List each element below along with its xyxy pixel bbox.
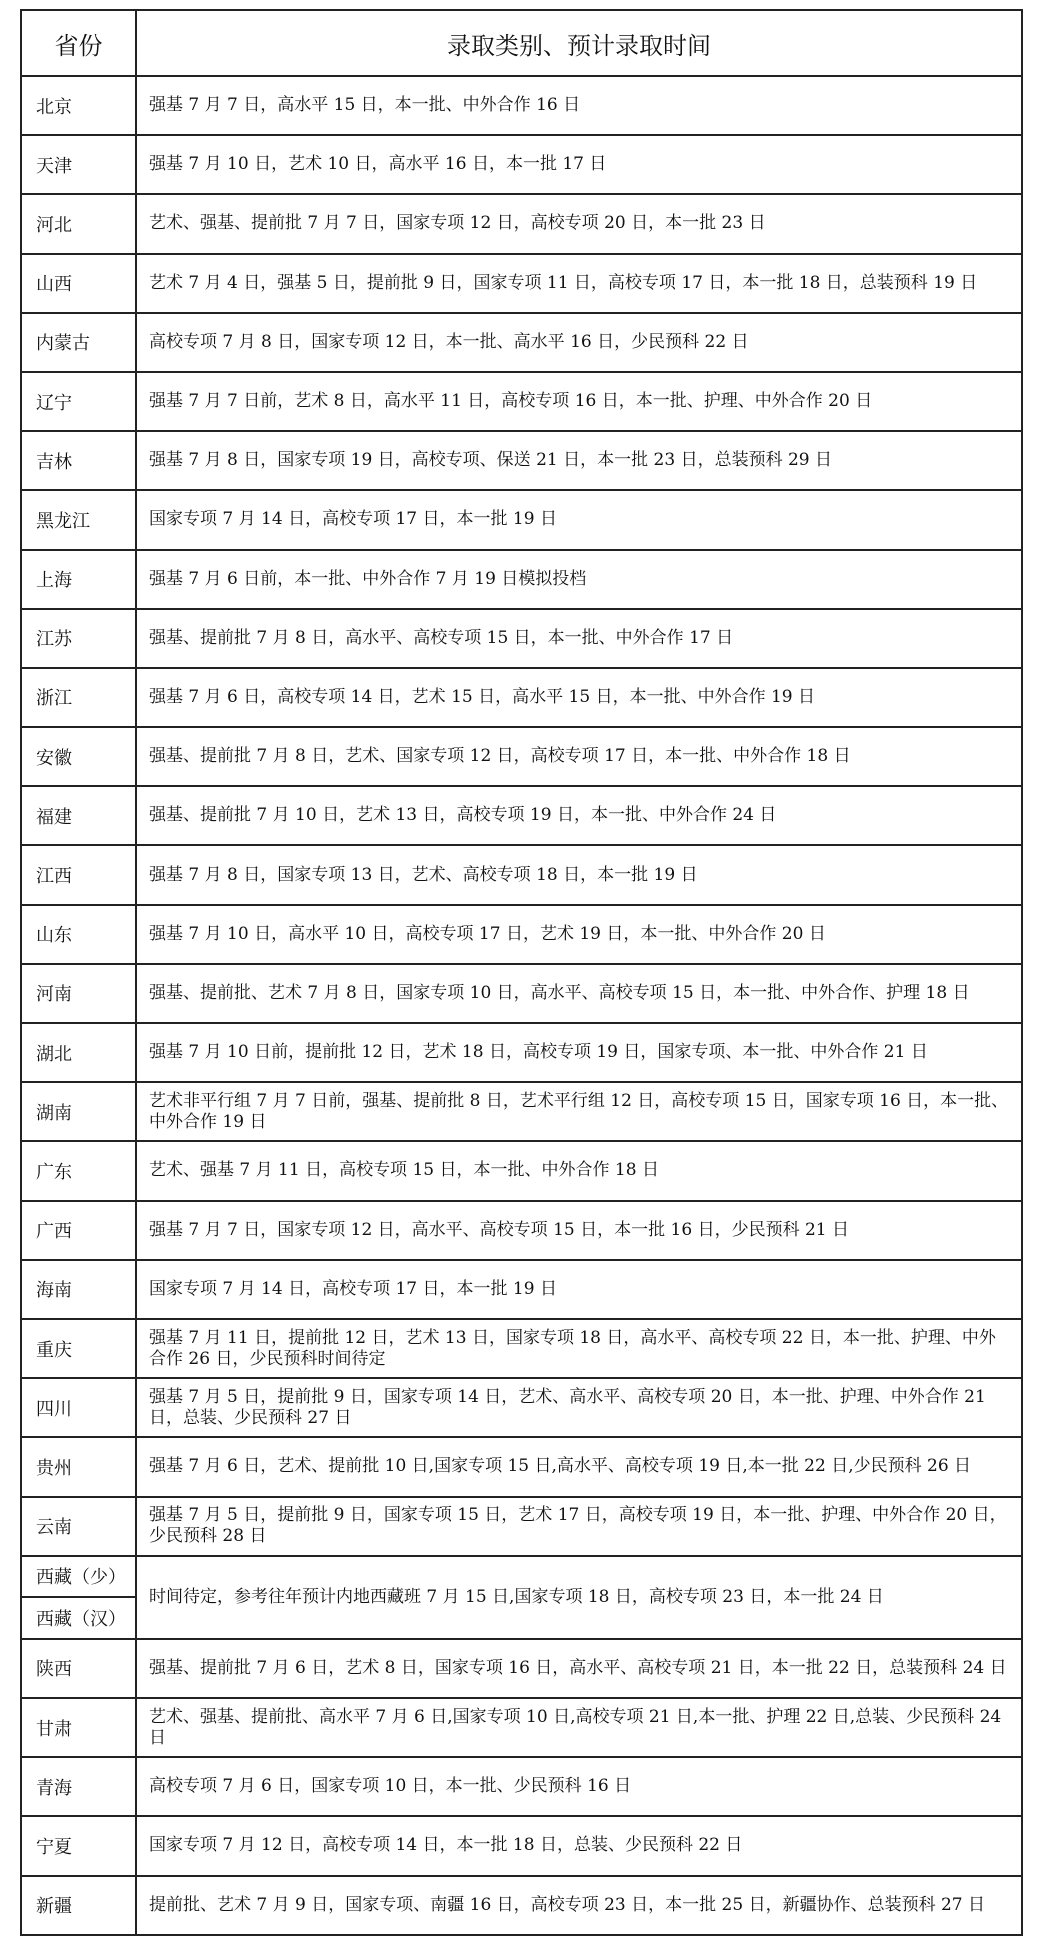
province-cell: 陕西 [21, 1639, 136, 1698]
table-row [21, 135, 1022, 194]
table-row [21, 490, 1022, 549]
schedule-cell: 强基 7 月 10 日前，提前批 12 日，艺术 18 日，高校专项 19 日，国家专项、本一批、中外合作 21 日 [136, 1023, 1022, 1082]
province-cell: 福建 [21, 786, 136, 845]
schedule-cell: 强基 7 月 8 日，国家专项 19 日，高校专项、保送 21 日，本一批 23 日，总装预科 29 日 [136, 431, 1022, 490]
schedule-cell: 强基 7 月 7 日，国家专项 12 日，高水平、高校专项 15 日，本一批 16 日，少民预科 21 日 [136, 1201, 1022, 1260]
schedule-cell: 国家专项 7 月 12 日，高校专项 14 日，本一批 18 日，总装、少民预科 22 日 [136, 1816, 1022, 1875]
schedule-cell: 艺术 7 月 4 日，强基 5 日，提前批 9 日，国家专项 11 日，高校专项 17 日，本一批 18 日，总装预科 19 日 [136, 254, 1022, 313]
table-row [21, 1876, 1022, 1935]
schedule-cell: 艺术、强基、提前批、高水平 7 月 6 日,国家专项 10 日,高校专项 21 日,本一批、护理 22 日,总装、少民预科 24 日 [136, 1698, 1022, 1757]
province-cell: 贵州 [21, 1437, 136, 1496]
table-row [21, 194, 1022, 253]
province-cell: 河北 [21, 194, 136, 253]
schedule-cell: 时间待定，参考往年预计内地西藏班 7 月 15 日,国家专项 18 日，高校专项 23 日，本一批 24 日 [136, 1556, 1022, 1639]
schedule-cell: 强基、提前批、艺术 7 月 8 日，国家专项 10 日，高水平、高校专项 15 日，本一批、中外合作、护理 18 日 [136, 964, 1022, 1023]
schedule-cell: 艺术、强基 7 月 11 日，高校专项 15 日，本一批、中外合作 18 日 [136, 1141, 1022, 1200]
province-cell: 安徽 [21, 727, 136, 786]
schedule-cell: 强基 7 月 7 日前，艺术 8 日，高水平 11 日，高校专项 16 日，本一批、护理、中外合作 20 日 [136, 372, 1022, 431]
table-row [21, 1816, 1022, 1875]
table-row [21, 609, 1022, 668]
province-cell: 江西 [21, 845, 136, 904]
schedule-cell: 强基 7 月 10 日，高水平 10 日，高校专项 17 日，艺术 19 日，本一批、中外合作 20 日 [136, 905, 1022, 964]
province-cell: 湖北 [21, 1023, 136, 1082]
schedule-cell: 国家专项 7 月 14 日，高校专项 17 日，本一批 19 日 [136, 490, 1022, 549]
table-row [21, 1757, 1022, 1816]
province-cell: 西藏（汉） [21, 1597, 136, 1639]
province-cell: 山东 [21, 905, 136, 964]
table-header-row [21, 10, 1022, 76]
table-row [21, 1260, 1022, 1319]
schedule-cell: 强基 7 月 5 日，提前批 9 日，国家专项 14 日，艺术、高水平、高校专项 20 日，本一批、护理、中外合作 21 日，总装、少民预科 27 日 [136, 1378, 1022, 1437]
table-row [21, 1141, 1022, 1200]
table-row [21, 727, 1022, 786]
schedule-cell: 强基、提前批 7 月 6 日，艺术 8 日，国家专项 16 日，高水平、高校专项 21 日，本一批 22 日，总装预科 24 日 [136, 1639, 1022, 1698]
table-row [21, 313, 1022, 372]
province-cell: 北京 [21, 76, 136, 135]
schedule-cell: 高校专项 7 月 8 日，国家专项 12 日，本一批、高水平 16 日，少民预科 22 日 [136, 313, 1022, 372]
schedule-cell: 提前批、艺术 7 月 9 日，国家专项、南疆 16 日，高校专项 23 日，本一批 25 日，新疆协作、总装预科 27 日 [136, 1876, 1022, 1935]
province-cell: 上海 [21, 550, 136, 609]
schedule-cell: 强基、提前批 7 月 8 日，艺术、国家专项 12 日，高校专项 17 日，本一批、中外合作 18 日 [136, 727, 1022, 786]
province-cell: 辽宁 [21, 372, 136, 431]
province-cell: 广东 [21, 1141, 136, 1200]
table-row [21, 786, 1022, 845]
province-cell: 内蒙古 [21, 313, 136, 372]
schedule-cell: 艺术非平行组 7 月 7 日前，强基、提前批 8 日，艺术平行组 12 日，高校专项 15 日，国家专项 16 日，本一批、中外合作 19 日 [136, 1082, 1022, 1141]
province-cell: 西藏（少） [21, 1556, 136, 1598]
province-cell: 山西 [21, 254, 136, 313]
table-row [21, 1082, 1022, 1141]
schedule-cell: 强基、提前批 7 月 8 日，高水平、高校专项 15 日，本一批、中外合作 17 日 [136, 609, 1022, 668]
table-row [21, 76, 1022, 135]
province-cell: 宁夏 [21, 1816, 136, 1875]
province-cell: 广西 [21, 1201, 136, 1260]
table-row [21, 1497, 1022, 1556]
table-row [21, 1378, 1022, 1437]
table-row [21, 1319, 1022, 1378]
table-row [21, 905, 1022, 964]
province-cell: 黑龙江 [21, 490, 136, 549]
schedule-cell: 强基 7 月 6 日，高校专项 14 日，艺术 15 日，高水平 15 日，本一批、中外合作 19 日 [136, 668, 1022, 727]
province-cell: 新疆 [21, 1876, 136, 1935]
table-row [21, 1639, 1022, 1698]
table-row [21, 1437, 1022, 1496]
schedule-cell: 高校专项 7 月 6 日，国家专项 10 日，本一批、少民预科 16 日 [136, 1757, 1022, 1816]
schedule-cell: 强基、提前批 7 月 10 日，艺术 13 日，高校专项 19 日，本一批、中外合作 24 日 [136, 786, 1022, 845]
table-row [21, 845, 1022, 904]
province-cell: 海南 [21, 1260, 136, 1319]
schedule-cell: 强基 7 月 5 日，提前批 9 日，国家专项 15 日，艺术 17 日，高校专项 19 日，本一批、护理、中外合作 20 日，少民预科 28 日 [136, 1497, 1022, 1556]
province-column-header: 省份 [21, 10, 136, 76]
category-column-header: 录取类别、预计录取时间 [136, 10, 1022, 76]
province-cell: 甘肃 [21, 1698, 136, 1757]
table-row [21, 1556, 1022, 1598]
schedule-cell: 强基 7 月 8 日，国家专项 13 日，艺术、高校专项 18 日，本一批 19 日 [136, 845, 1022, 904]
province-cell: 天津 [21, 135, 136, 194]
province-cell: 江苏 [21, 609, 136, 668]
table-row [21, 431, 1022, 490]
province-cell: 重庆 [21, 1319, 136, 1378]
table-row [21, 1698, 1022, 1757]
province-cell: 湖南 [21, 1082, 136, 1141]
table-row [21, 550, 1022, 609]
schedule-cell: 强基 7 月 7 日，高水平 15 日，本一批、中外合作 16 日 [136, 76, 1022, 135]
province-cell: 四川 [21, 1378, 136, 1437]
schedule-cell: 强基 7 月 6 日前，本一批、中外合作 7 月 19 日模拟投档 [136, 550, 1022, 609]
schedule-cell: 强基 7 月 10 日，艺术 10 日，高水平 16 日，本一批 17 日 [136, 135, 1022, 194]
table-row [21, 668, 1022, 727]
schedule-cell: 强基 7 月 6 日，艺术、提前批 10 日,国家专项 15 日,高水平、高校专项 19 日,本一批 22 日,少民预科 26 日 [136, 1437, 1022, 1496]
table-row [21, 1201, 1022, 1260]
schedule-cell: 强基 7 月 11 日，提前批 12 日，艺术 13 日，国家专项 18 日，高水平、高校专项 22 日，本一批、护理、中外合作 26 日，少民预科时间待定 [136, 1319, 1022, 1378]
schedule-cell: 艺术、强基、提前批 7 月 7 日，国家专项 12 日，高校专项 20 日，本一批 23 日 [136, 194, 1022, 253]
table-row [21, 964, 1022, 1023]
table-row [21, 1023, 1022, 1082]
schedule-cell: 国家专项 7 月 14 日，高校专项 17 日，本一批 19 日 [136, 1260, 1022, 1319]
province-cell: 吉林 [21, 431, 136, 490]
admission-schedule-table [20, 9, 1023, 1936]
province-cell: 青海 [21, 1757, 136, 1816]
province-cell: 河南 [21, 964, 136, 1023]
province-cell: 云南 [21, 1497, 136, 1556]
table-row [21, 372, 1022, 431]
table-row [21, 254, 1022, 313]
province-cell: 浙江 [21, 668, 136, 727]
